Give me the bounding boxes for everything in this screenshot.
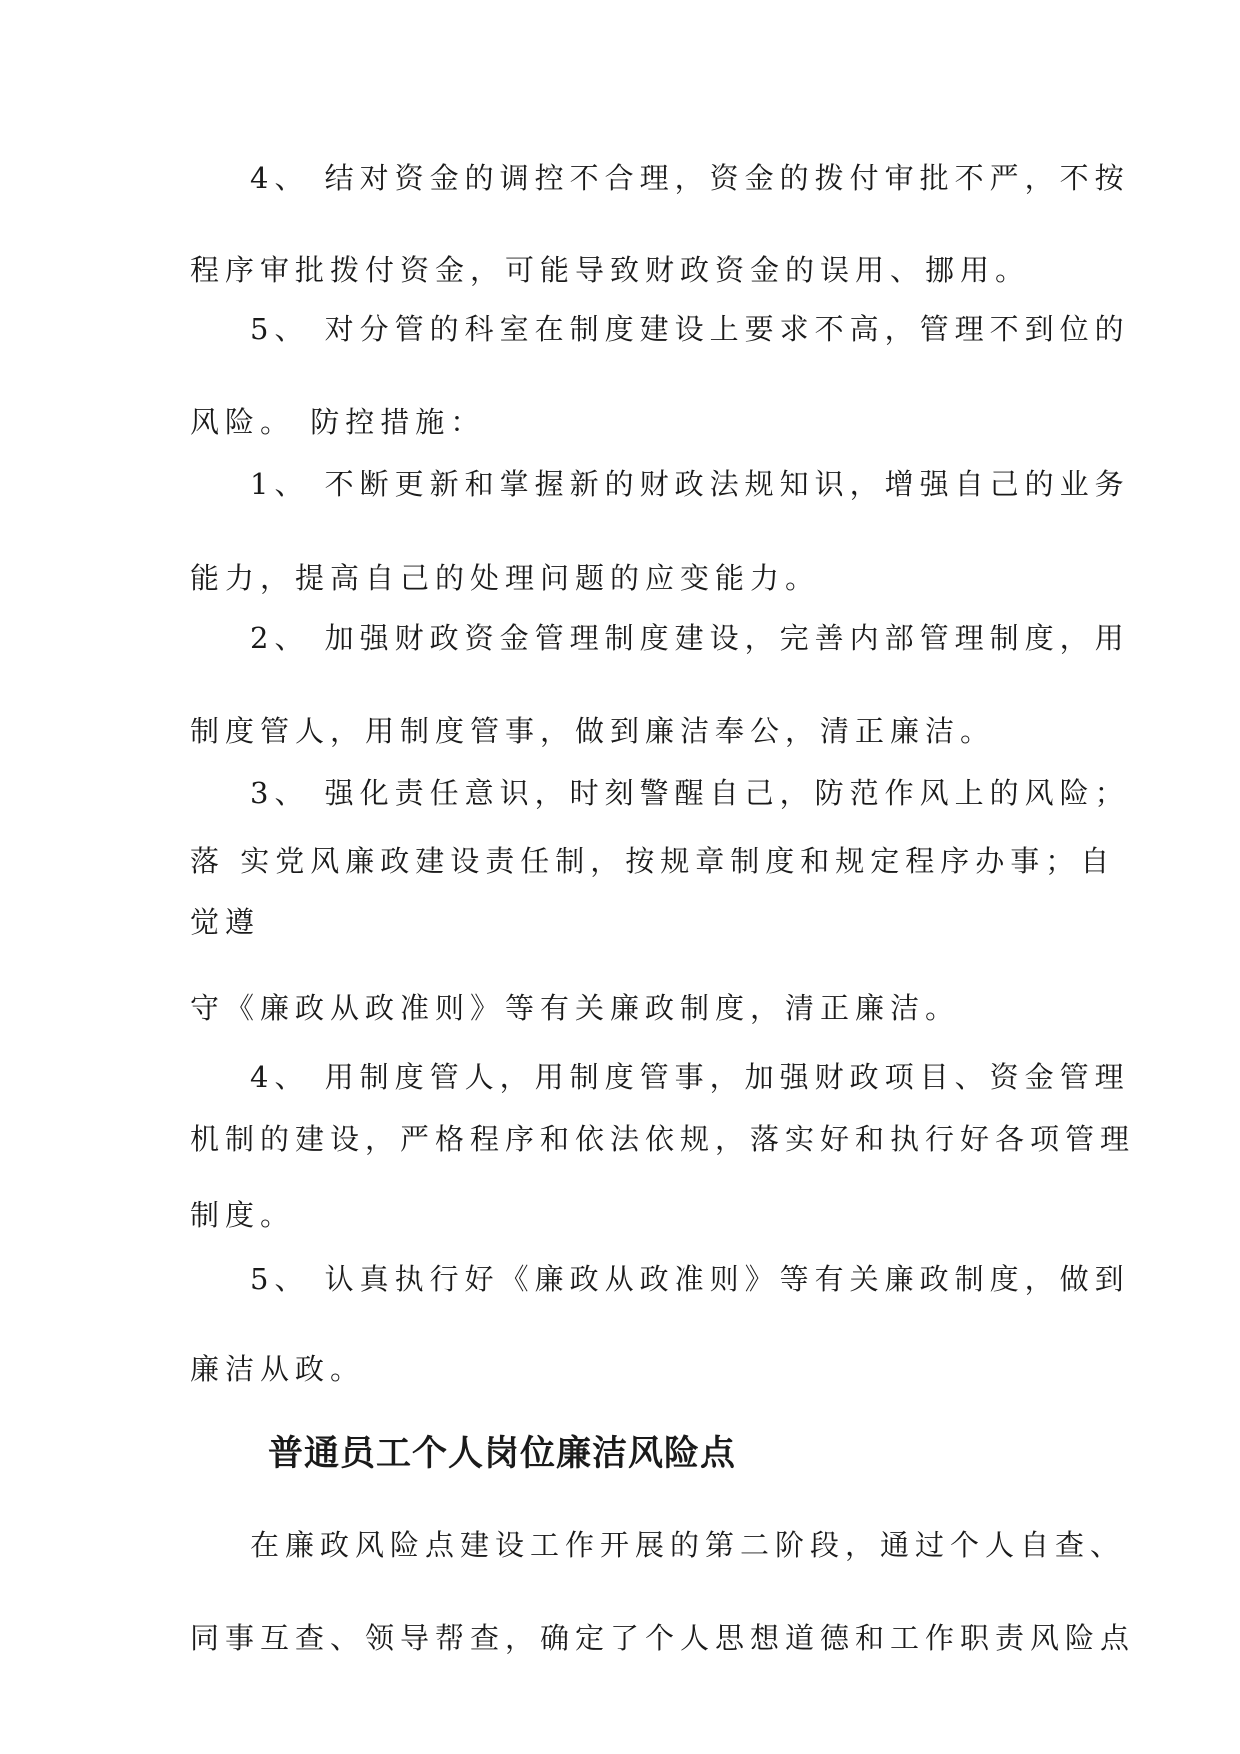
list-item-measure-2: 2、 加强财政资金管理制度建设，完善内部管理制度，用 [250,621,1130,655]
list-item-measure-3-cont2: 觉遵 [190,905,261,939]
list-item-measure-4-cont2: 制度。 [190,1198,296,1232]
list-item-measure-4-cont: 机制的建设，严格程序和依法依规，落实好和执行好各项管理 [190,1122,1136,1156]
paragraph-line: 同事互查、领导帮查，确定了个人思想道德和工作职责风险点 [190,1621,1136,1655]
list-item-risk-4: 4、 结对资金的调控不合理，资金的拨付审批不严，不按 [250,161,1130,195]
list-item-measure-3-cont3: 守《廉政从政准则》等有关廉政制度，清正廉洁。 [190,991,961,1025]
list-item-measure-4: 4、 用制度管人，用制度管事，加强财政项目、资金管理 [250,1060,1130,1094]
list-item-measure-5-cont: 廉洁从政。 [190,1352,366,1386]
paragraph-line: 在廉政风险点建设工作开展的第二阶段，通过个人自查、 [250,1528,1126,1562]
list-item-measure-3-cont: 落 实党风廉政建设责任制，按规章制度和规定程序办事；自 [190,844,1116,878]
list-item-measure-1: 1、 不断更新和掌握新的财政法规知识，增强自己的业务 [250,467,1130,501]
list-item-measure-2-cont: 制度管人，用制度管事，做到廉洁奉公，清正廉洁。 [190,714,996,748]
list-item-measure-3: 3、 强化责任意识，时刻警醒自己，防范作风上的风险； [250,776,1130,810]
prevention-measures-label: 风险。 防控措施： [190,405,486,439]
list-item-risk-4-cont: 程序审批拨付资金，可能导致财政资金的误用、挪用。 [190,253,1031,287]
list-item-risk-5: 5、 对分管的科室在制度建设上要求不高，管理不到位的 [250,312,1130,346]
list-item-measure-1-cont: 能力，提高自己的处理问题的应变能力。 [190,561,821,595]
section-heading: 普通员工个人岗位廉洁风险点 [268,1434,737,1474]
list-item-measure-5: 5、 认真执行好《廉政从政准则》等有关廉政制度，做到 [250,1262,1130,1296]
